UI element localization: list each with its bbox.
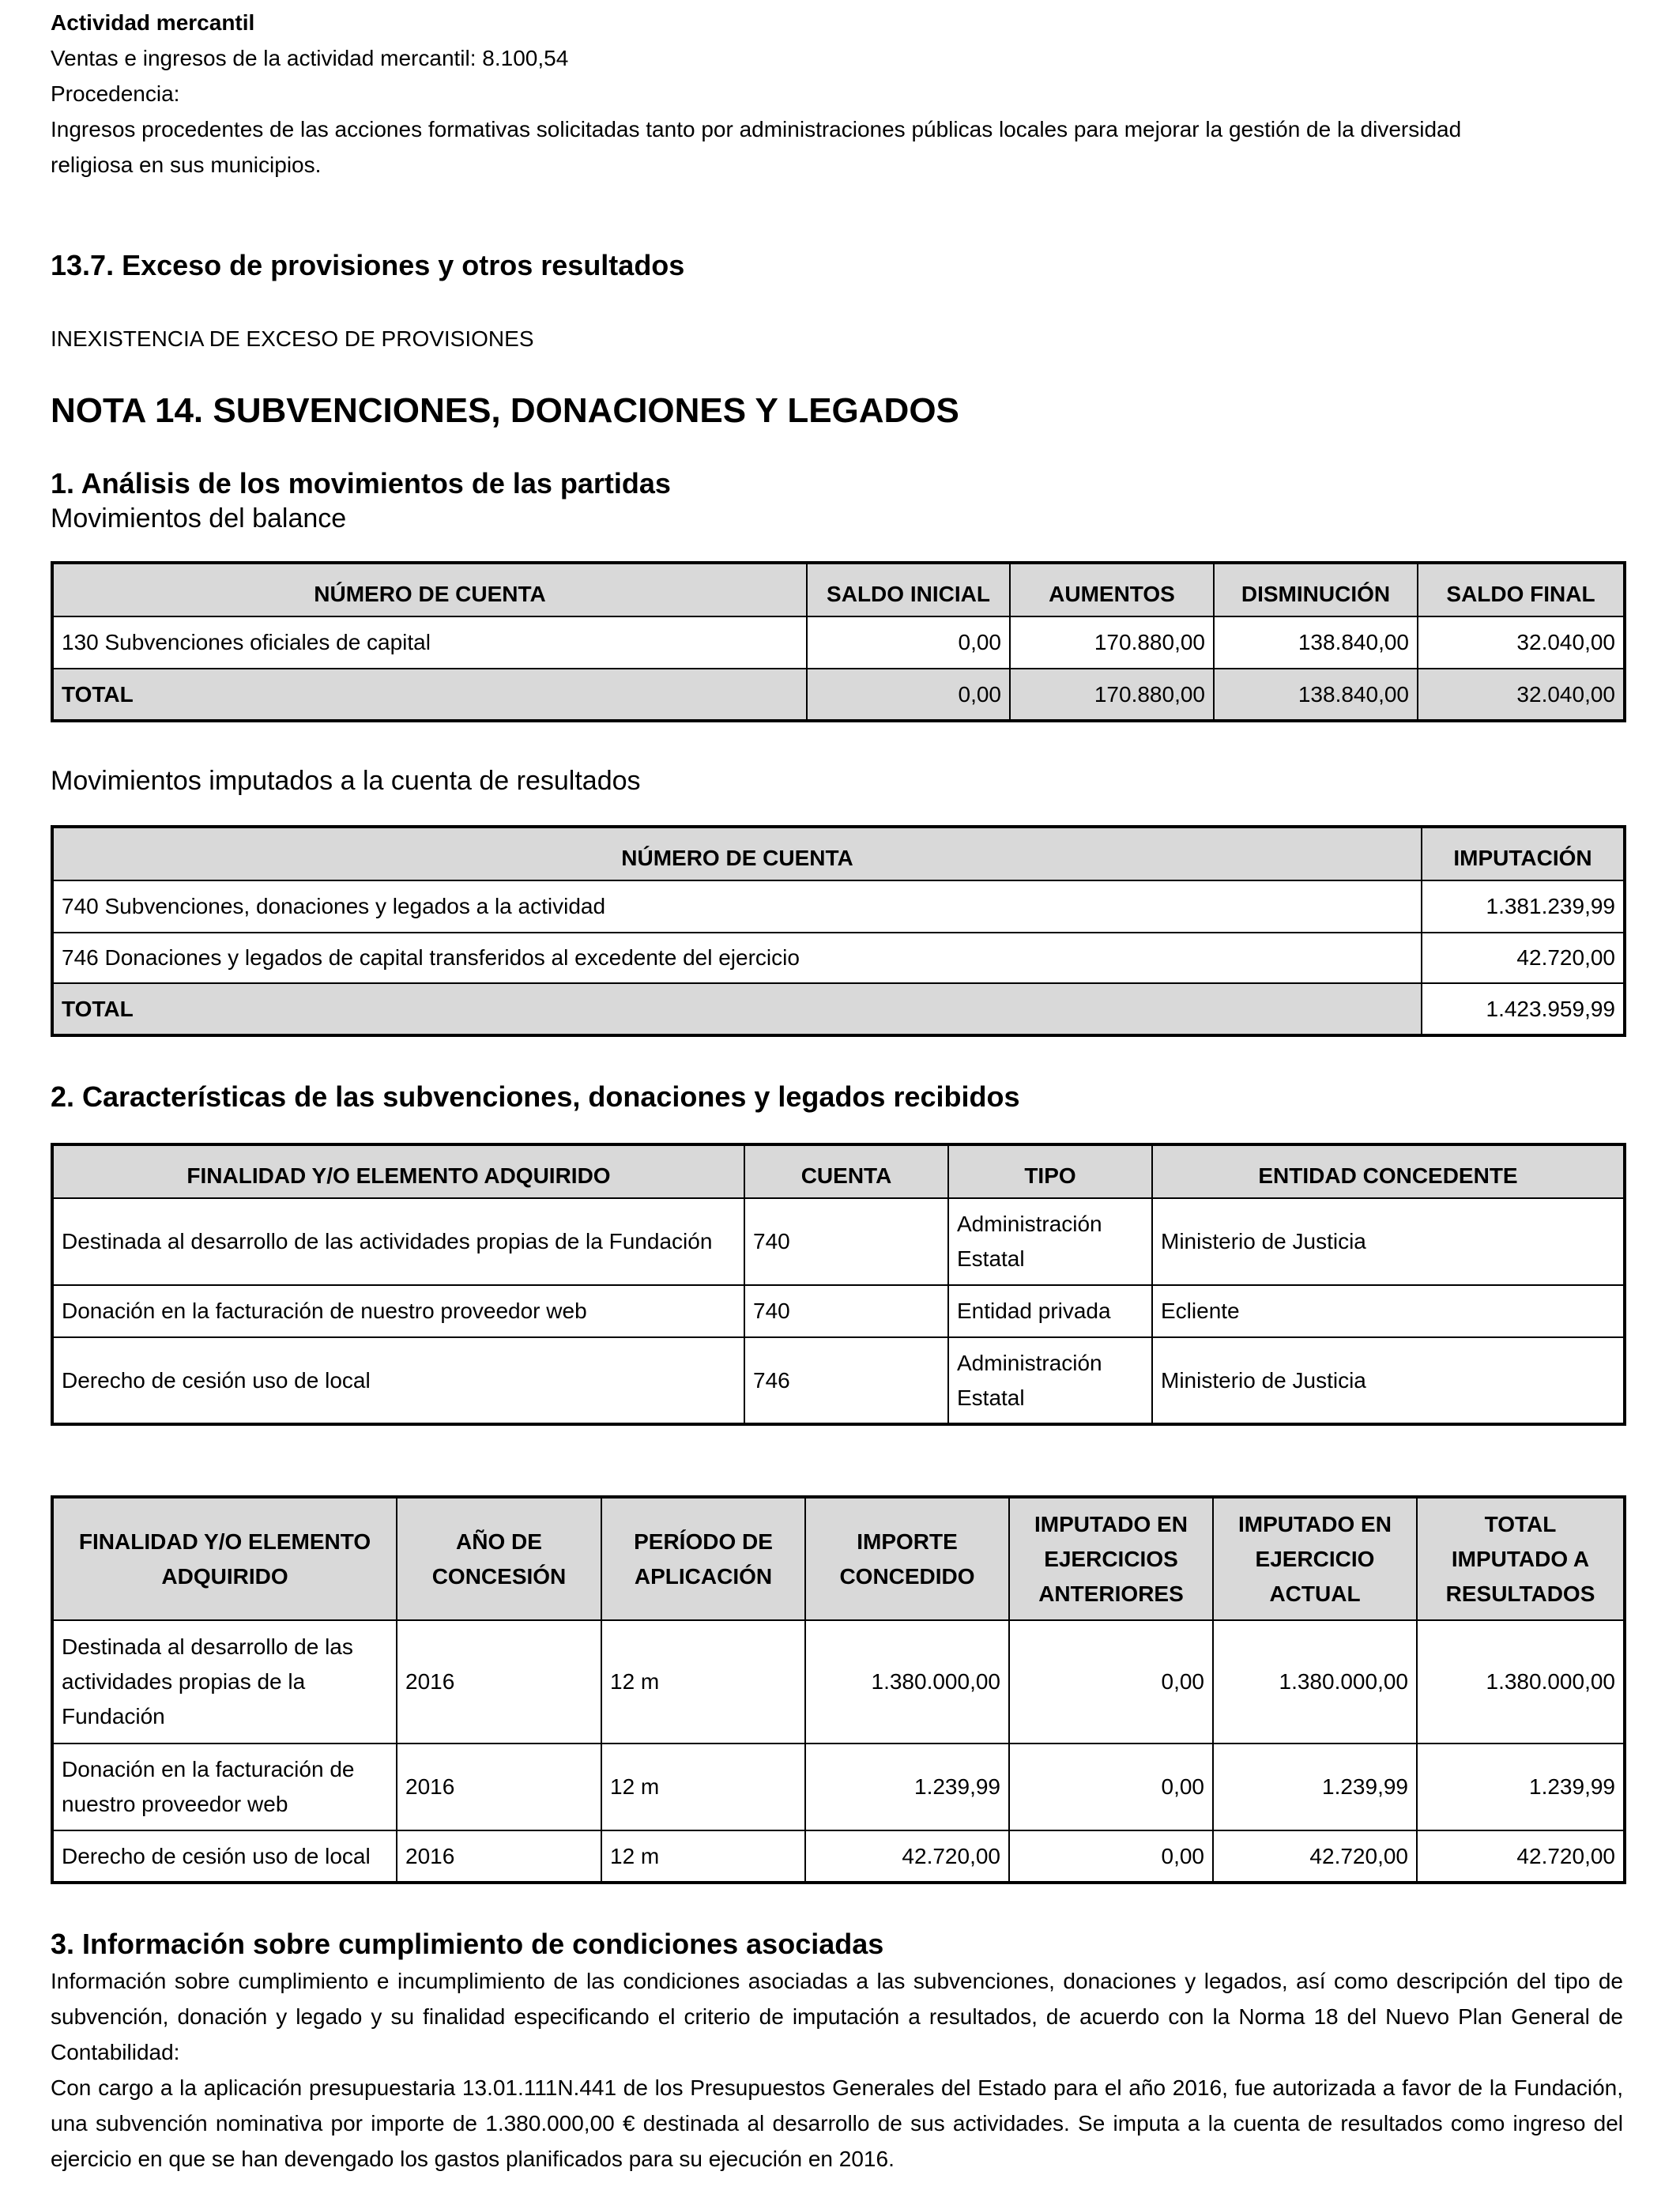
header-tipo: TIPO — [948, 1144, 1152, 1198]
section-13-7-text: INEXISTENCIA DE EXCESO DE PROVISIONES — [51, 326, 534, 351]
cell-importe: 1.380.000,00 — [805, 1620, 1009, 1744]
header-saldo-inicial: SALDO INICIAL — [807, 563, 1010, 616]
cell-periodo: 12 m — [601, 1620, 805, 1744]
cell-finalidad: Derecho de cesión uso de local — [52, 1830, 397, 1883]
movimientos-balance-subtitle: Movimientos del balance — [51, 503, 347, 533]
header-numero-cuenta: NÚMERO DE CUENTA — [52, 563, 807, 616]
header-saldo-final: SALDO FINAL — [1418, 563, 1625, 616]
header-imputado-anteriores: IMPUTADO EN EJERCICIOS ANTERIORES — [1009, 1497, 1213, 1620]
cell-tipo: Administración Estatal — [948, 1337, 1152, 1424]
cell-cuenta: 740 — [744, 1285, 948, 1337]
cell-imputacion: 1.381.239,99 — [1422, 880, 1625, 933]
total-row — [52, 669, 1625, 721]
cell-entidad: Ministerio de Justicia — [1152, 1198, 1625, 1285]
header-periodo-aplicacion: PERÍODO DE APLICACIÓN — [601, 1497, 805, 1620]
cell-actual: 42.720,00 — [1213, 1830, 1417, 1883]
cell-cuenta: 746 Donaciones y legados de capital transferidos al excedente del ejercicio — [52, 933, 1422, 983]
section-1-title: 1. Análisis de los movimientos de las partidas — [51, 467, 671, 499]
cell-tipo: Entidad privada — [948, 1285, 1152, 1337]
cell-entidad: Ministerio de Justicia — [1152, 1337, 1625, 1424]
cell-disminucion: 138.840,00 — [1214, 616, 1418, 669]
movimientos-resultados-subtitle: Movimientos imputados a la cuenta de resultados — [51, 766, 641, 796]
cell-finalidad: Derecho de cesión uso de local — [52, 1337, 744, 1424]
cell-ano: 2016 — [397, 1620, 601, 1744]
cell-finalidad: Destinada al desarrollo de las actividades propias de la Fundación — [52, 1198, 744, 1285]
cell-saldo-final: 32.040,00 — [1418, 616, 1625, 669]
cell-ano: 2016 — [397, 1830, 601, 1883]
header-imputacion: IMPUTACIÓN — [1422, 827, 1625, 880]
procedencia-text-2: religiosa en sus municipios. — [51, 153, 322, 177]
section-3-title: 3. Información sobre cumplimiento de condiciones asociadas — [51, 1928, 884, 1960]
cell-imputacion: 42.720,00 — [1422, 933, 1625, 983]
header-finalidad: FINALIDAD Y/O ELEMENTO ADQUIRIDO — [52, 1497, 397, 1620]
table-header-row — [52, 1497, 1625, 1620]
cell-anteriores: 0,00 — [1009, 1620, 1213, 1744]
total-saldo-final: 32.040,00 — [1418, 669, 1625, 721]
balance-movements-table — [51, 561, 1626, 722]
header-cuenta: CUENTA — [744, 1144, 948, 1198]
cell-importe: 42.720,00 — [805, 1830, 1009, 1883]
table-row — [52, 616, 1625, 669]
total-label: TOTAL — [52, 669, 807, 721]
table-row — [52, 1830, 1625, 1883]
cell-finalidad: Destinada al desarrollo de las actividades propias de la Fundación — [52, 1620, 397, 1744]
cell-anteriores: 0,00 — [1009, 1744, 1213, 1830]
section-3-paragraph-1: Información sobre cumplimiento e incumplimiento de las condiciones asociadas a las subvenciones, donaciones y legados, así como descripción del tipo de subvención, donación y legado y su finalidad especificando el criterio de imputación a resultados, de acuerdo con la Norma 18 del Nuevo Plan General de Contabilidad: — [51, 1969, 1623, 2064]
total-aumentos: 170.880,00 — [1010, 669, 1214, 721]
cell-periodo: 12 m — [601, 1830, 805, 1883]
header-importe-concedido: IMPORTE CONCEDIDO — [805, 1497, 1009, 1620]
table-row — [52, 1337, 1625, 1424]
cell-total: 1.239,99 — [1417, 1744, 1625, 1830]
ventas-text: Ventas e ingresos de la actividad mercantil: 8.100,54 — [51, 46, 569, 70]
table-row — [52, 1198, 1625, 1285]
actividad-mercantil-heading: Actividad mercantil — [51, 10, 255, 35]
cell-periodo: 12 m — [601, 1744, 805, 1830]
total-imputacion: 1.423.959,99 — [1422, 983, 1625, 1035]
cell-cuenta: 746 — [744, 1337, 948, 1424]
cell-total: 1.380.000,00 — [1417, 1620, 1625, 1744]
results-movements-table — [51, 825, 1626, 1037]
table-header-row — [52, 563, 1625, 616]
cell-finalidad: Donación en la facturación de nuestro proveedor web — [52, 1744, 397, 1830]
header-entidad: ENTIDAD CONCEDENTE — [1152, 1144, 1625, 1198]
cell-tipo: Administración Estatal — [948, 1198, 1152, 1285]
header-ano-concesion: AÑO DE CONCESIÓN — [397, 1497, 601, 1620]
table-header-row — [52, 1144, 1625, 1198]
cell-cuenta: 740 — [744, 1198, 948, 1285]
cell-actual: 1.239,99 — [1213, 1744, 1417, 1830]
cell-ano: 2016 — [397, 1744, 601, 1830]
header-numero-cuenta: NÚMERO DE CUENTA — [52, 827, 1422, 880]
cell-aumentos: 170.880,00 — [1010, 616, 1214, 669]
cell-entidad: Ecliente — [1152, 1285, 1625, 1337]
cell-total: 42.720,00 — [1417, 1830, 1625, 1883]
total-label: TOTAL — [52, 983, 1422, 1035]
total-disminucion: 138.840,00 — [1214, 669, 1418, 721]
header-total-imputado: TOTAL IMPUTADO A RESULTADOS — [1417, 1497, 1625, 1620]
section-2-title: 2. Características de las subvenciones, donaciones y legados recibidos — [51, 1080, 1020, 1113]
total-saldo-inicial: 0,00 — [807, 669, 1010, 721]
cell-anteriores: 0,00 — [1009, 1830, 1213, 1883]
cell-importe: 1.239,99 — [805, 1744, 1009, 1830]
cell-actual: 1.380.000,00 — [1213, 1620, 1417, 1744]
table-row — [52, 933, 1625, 983]
cell-saldo-inicial: 0,00 — [807, 616, 1010, 669]
cell-finalidad: Donación en la facturación de nuestro proveedor web — [52, 1285, 744, 1337]
section-3-paragraph-2: Con cargo a la aplicación presupuestaria 13.01.111N.441 de los Presupuestos Generales del Estado para el año 2016, fue autorizada a favor de la Fundación, una subvención nominativa por importe de 1.380.000,00 € destinada al desarrollo de sus actividades. Se imputa a la cuenta de resultados como ingreso del ejercicio en que se han devengado los gastos planificados para su ejecución en 2016. — [51, 2075, 1623, 2171]
header-finalidad: FINALIDAD Y/O ELEMENTO ADQUIRIDO — [52, 1144, 744, 1198]
header-disminucion: DISMINUCIÓN — [1214, 563, 1418, 616]
procedencia-text-1: Ingresos procedentes de las acciones formativas solicitadas tanto por administraciones públicas locales para mejorar la gestión de la diversidad — [51, 117, 1462, 141]
header-imputado-actual: IMPUTADO EN EJERCICIO ACTUAL — [1213, 1497, 1417, 1620]
table-row — [52, 1744, 1625, 1830]
subvenciones-characteristics-table — [51, 1143, 1626, 1426]
procedencia-label: Procedencia: — [51, 81, 180, 106]
header-aumentos: AUMENTOS — [1010, 563, 1214, 616]
table-row — [52, 880, 1625, 933]
cell-cuenta: 130 Subvenciones oficiales de capital — [52, 616, 807, 669]
nota-14-title: NOTA 14. SUBVENCIONES, DONACIONES Y LEGADOS — [51, 391, 959, 430]
table-header-row — [52, 827, 1625, 880]
table-row — [52, 1285, 1625, 1337]
total-row — [52, 983, 1625, 1035]
cell-cuenta: 740 Subvenciones, donaciones y legados a la actividad — [52, 880, 1422, 933]
section-13-7-title: 13.7. Exceso de provisiones y otros resultados — [51, 249, 685, 281]
subvenciones-imputation-table — [51, 1495, 1626, 1884]
table-row — [52, 1620, 1625, 1744]
